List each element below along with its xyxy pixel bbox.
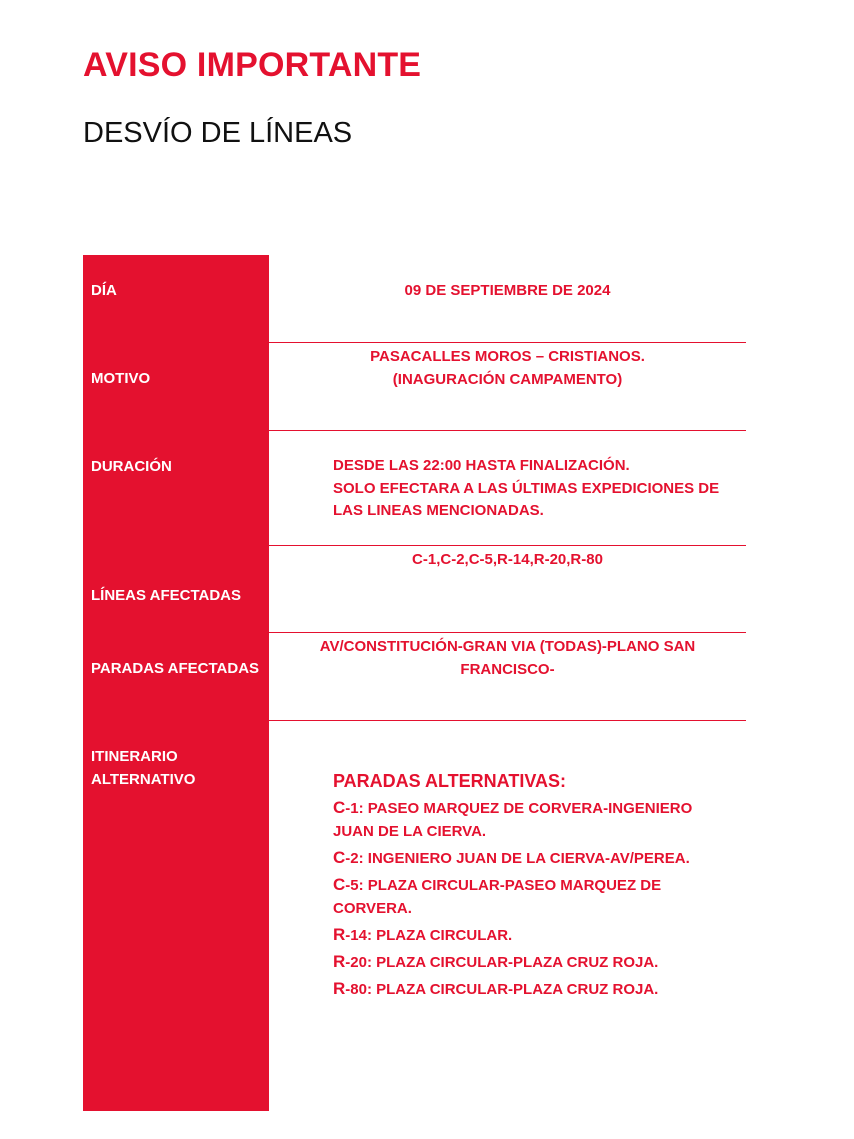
alternative-stops-heading: PARADAS ALTERNATIVAS:	[333, 771, 566, 791]
alternative-stop-item	[333, 873, 746, 920]
motivo-line-1: PASACALLES MOROS – CRISTIANOS.	[370, 348, 645, 365]
alt-line-code: C	[333, 848, 346, 867]
row-motivo	[83, 343, 746, 431]
paradas-label-text: PARADAS AFECTADAS	[91, 660, 260, 677]
alt-line-text: -5: PLAZA CIRCULAR-PASEO MARQUEZ DE	[345, 877, 662, 894]
itinerario-label-line-1: ITINERARIO	[91, 748, 178, 765]
notice-title: AVISO IMPORTANTE	[83, 46, 422, 84]
motivo-line-2: (INAGURACIÓN CAMPAMENTO)	[392, 371, 623, 388]
row-label-itinerario	[83, 721, 269, 1111]
alt-line-text-cont: CORVERA.	[333, 900, 412, 917]
row-value-lineas: C-1,C-2,C-5,R-14,R-20,R-80	[412, 551, 603, 568]
row-dia	[83, 255, 746, 343]
detour-table	[83, 255, 746, 1111]
duracion-line-1: DESDE LAS 22:00 HASTA FINALIZACIÓN.	[333, 457, 630, 474]
row-itinerario	[83, 721, 746, 1111]
duracion-line-3: LAS LINEAS MENCIONADAS.	[333, 502, 544, 519]
lineas-label-text: LÍNEAS AFECTADAS	[91, 587, 241, 604]
alt-line-code: R	[333, 925, 346, 944]
alt-line-code: C	[333, 875, 346, 894]
row-value-motivo	[269, 343, 746, 431]
paradas-line-1: AV/CONSTITUCIÓN-GRAN VIA (TODAS)-PLANO SAN	[319, 638, 696, 655]
paradas-line-2: FRANCISCO-	[460, 661, 555, 678]
alternative-stop-item	[333, 923, 746, 947]
alt-line-code: C	[333, 798, 346, 817]
row-label-paradas	[83, 633, 269, 721]
alt-line-text: -80: PLAZA CIRCULAR-PLAZA CRUZ ROJA.	[345, 981, 659, 998]
notice-subtitle: DESVÍO DE LÍNEAS	[83, 117, 353, 149]
row-value-paradas	[269, 633, 746, 721]
duracion-line-2: SOLO EFECTARA A LAS ÚLTIMAS EXPEDICIONES DE	[333, 479, 720, 497]
alternative-stop-item	[333, 796, 746, 843]
alternative-stop-item	[333, 977, 746, 1001]
row-duracion	[83, 431, 746, 546]
alt-line-text: -20: PLAZA CIRCULAR-PLAZA CRUZ ROJA.	[345, 954, 659, 971]
alternative-stop-item	[333, 950, 746, 974]
row-paradas	[83, 633, 746, 721]
row-value-itinerario	[269, 721, 746, 1111]
row-value-dia: 09 DE SEPTIEMBRE DE 2024	[404, 282, 611, 299]
alt-line-text: -1: PASEO MARQUEZ DE CORVERA-INGENIERO	[345, 800, 693, 817]
alt-line-text: -14: PLAZA CIRCULAR.	[345, 927, 513, 944]
row-label-lineas	[83, 546, 269, 633]
row-lineas	[83, 546, 746, 633]
alt-line-text-cont: JUAN DE LA CIERVA.	[333, 823, 487, 840]
alternative-stop-item	[333, 846, 746, 870]
alt-line-text: -2: INGENIERO JUAN DE LA CIERVA-AV/PEREA.	[345, 850, 690, 867]
row-label-duracion: DURACIÓN	[83, 431, 269, 546]
alt-line-code: R	[333, 952, 346, 971]
alt-line-code: R	[333, 979, 346, 998]
row-label-dia: DÍA	[83, 255, 269, 343]
row-value-duracion	[269, 431, 746, 546]
itinerario-label-line-2: ALTERNATIVO	[91, 771, 196, 788]
row-label-motivo: MOTIVO	[83, 343, 269, 431]
